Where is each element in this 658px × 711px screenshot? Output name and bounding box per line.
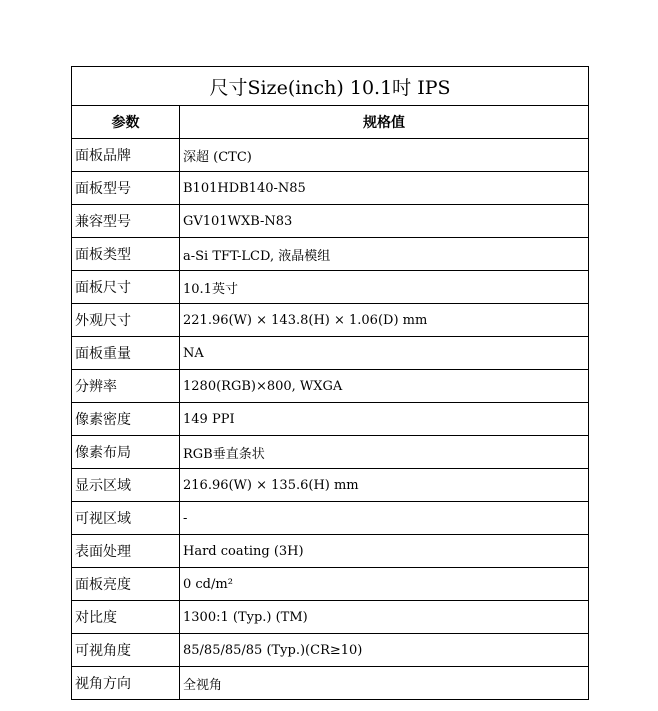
- param-cell: 显示区域: [72, 469, 180, 502]
- table-row: [72, 667, 589, 700]
- spec-table: [71, 66, 589, 700]
- table-row: [72, 337, 589, 370]
- param-cell: 表面处理: [72, 535, 180, 568]
- param-cell: 面板重量: [72, 337, 180, 370]
- param-cell: 可视角度: [72, 634, 180, 667]
- value-cell: B101HDB140-N85: [180, 172, 589, 205]
- value-cell: a-Si TFT-LCD, 液晶模组: [180, 238, 589, 271]
- table-row: [72, 370, 589, 403]
- value-cell: 1280(RGB)×800, WXGA: [180, 370, 589, 403]
- value-cell: RGB垂直条状: [180, 436, 589, 469]
- param-cell: 兼容型号: [72, 205, 180, 238]
- param-cell: 对比度: [72, 601, 180, 634]
- param-cell: 分辨率: [72, 370, 180, 403]
- param-cell: 面板型号: [72, 172, 180, 205]
- table-title-text: 尺寸Size(inch) 10.1吋 IPS: [209, 76, 451, 99]
- param-cell: 像素密度: [72, 403, 180, 436]
- table-row: [72, 139, 589, 172]
- table-row: [72, 469, 589, 502]
- param-cell: 外观尺寸: [72, 304, 180, 337]
- param-cell: 面板品牌: [72, 139, 180, 172]
- table-row: [72, 304, 589, 337]
- param-cell: 面板亮度: [72, 568, 180, 601]
- value-cell: -: [180, 502, 589, 535]
- param-cell: 面板尺寸: [72, 271, 180, 304]
- param-cell: 视角方向: [72, 667, 180, 700]
- table-row: [72, 502, 589, 535]
- value-cell: 0 cd/m²: [180, 568, 589, 601]
- table-row: [72, 172, 589, 205]
- value-cell: 216.96(W) × 135.6(H) mm: [180, 469, 589, 502]
- value-cell: 221.96(W) × 143.8(H) × 1.06(D) mm: [180, 304, 589, 337]
- value-cell: Hard coating (3H): [180, 535, 589, 568]
- value-cell: GV101WXB-N83: [180, 205, 589, 238]
- table-row: [72, 601, 589, 634]
- header-value: 规格值: [180, 106, 589, 139]
- table-row: [72, 568, 589, 601]
- table-row: [72, 535, 589, 568]
- table-row: [72, 205, 589, 238]
- param-cell: 像素布局: [72, 436, 180, 469]
- table-row: [72, 271, 589, 304]
- param-cell: 可视区域: [72, 502, 180, 535]
- table-row: [72, 403, 589, 436]
- table-row: [72, 634, 589, 667]
- value-cell: 深超 (CTC): [180, 139, 589, 172]
- header-param: 参数: [72, 106, 180, 139]
- header-row: [72, 106, 589, 139]
- value-cell: 149 PPI: [180, 403, 589, 436]
- value-cell: NA: [180, 337, 589, 370]
- value-cell: 85/85/85/85 (Typ.)(CR≥10): [180, 634, 589, 667]
- value-cell: 1300:1 (Typ.) (TM): [180, 601, 589, 634]
- value-cell: 全视角: [180, 667, 589, 700]
- title-row: [72, 67, 589, 106]
- table-title: [72, 67, 589, 106]
- value-cell: 10.1英寸: [180, 271, 589, 304]
- param-cell: 面板类型: [72, 238, 180, 271]
- table-row: [72, 238, 589, 271]
- table-row: [72, 436, 589, 469]
